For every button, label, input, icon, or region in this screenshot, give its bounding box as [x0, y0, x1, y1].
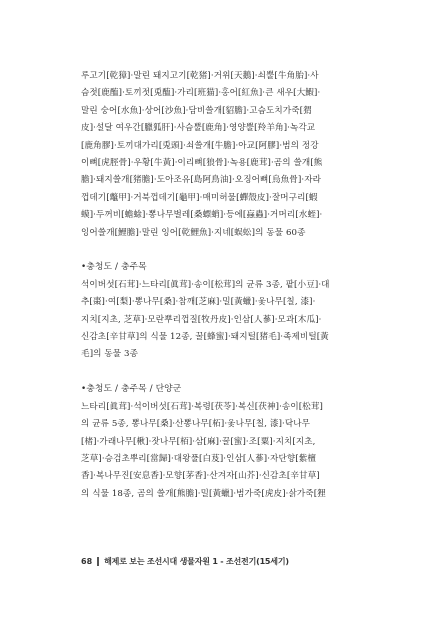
text-line: 膽]·돼지쓸개[猪膽]·도아조유[島阿鳥油]·오징어뼈[烏魚骨]·자라 [81, 175, 322, 186]
section-heading-chungju: •충청도 / 충주목 [81, 262, 147, 273]
section-heading-danyang: •충청도 / 충주목 / 단양군 [81, 384, 182, 395]
text-line: 지치[지초, 芝草]·모란뿌리껍질[牧丹皮]·인삼[人蔘]·모과[木瓜]· [81, 314, 322, 325]
text-line: 껍데기[鼈甲]·거북껍데기[龜甲]·매미허물[蟬殼皮]·잘머구리[蝦 [81, 192, 318, 203]
text-line: 의 식물 18종, 곰의 쓸개[熊膽]·밀[黃蠟]·범가죽[虎皮]·삵가죽[狸 [81, 488, 326, 499]
paragraph-animals-list [81, 68, 381, 242]
text-line: 석이버섯[石茸]·느타리[眞茸]·송이[松茸]의 균류 3종, 팥[小豆]·대 [81, 279, 330, 290]
text-line: 느타리[眞茸]·석이버섯[石茸]·복령[茯苓]·복신[茯神]·송이[松茸] [81, 401, 324, 412]
text-line: 루고기[乾獐]·말린 돼지고기[乾猪]·거위[天鵝]·쇠뿔[牛角胎]·사 [81, 71, 319, 81]
text-line: 毛]의 동물 3종 [81, 349, 138, 360]
paragraph-danyang [81, 399, 381, 503]
text-line: 의 균류 5종, 뽕나무[桑]·산뽕나무[柘]·옻나무[칠, 漆]·닥나무 [81, 419, 311, 430]
text-line: 蟆]·두꺼비[蟾蜍]·뽕나무벌레[桑螵蛸]·등에[蝱蟲]·거머리[水蛭]· [81, 210, 323, 221]
book-title: 해제로 보는 조선시대 생물자원 1 - 조선전기(15세기) [104, 557, 289, 566]
text-line: 슴젓[鹿醢]·토끼젓[兎醢]·가리[班猫]·홍어[紅魚]·큰 새우[大鰕]· [81, 88, 321, 99]
text-line: 추[棗]·여[梨]·뽕나무[桑]·참깨[芝麻]·밀[黃蠟]·옻나무[칠, 漆]· [81, 297, 316, 308]
text-line: 잉어쓸개[鯉膽]·말린 잉어[乾鯉魚]·지네[蜈蚣]의 동물 60종 [81, 227, 306, 238]
text-line: 신감초[辛甘草]의 식물 12종, 꿀[蜂蜜]·돼지털[猪毛]·족제비털[黃 [81, 332, 329, 343]
text-line: [鹿角膠]·토끼대가리[兎頭]·쇠쓸개[牛膽]·아교[阿膠]·범의 정강 [81, 140, 319, 151]
text-line: 이뼈[虎脛骨]·우황[牛黃]·이리뼈[狼骨]·녹용[鹿茸]·곰의 쓸개[熊 [81, 158, 323, 169]
footer-divider [97, 557, 99, 566]
text-line: 香]·복나무진[安息香]·모향[茅香]·산겨자[山芥]·신감초[辛甘草] [81, 471, 320, 482]
text-line: 皮]·설달 여우간[臘狐肝]·사슴뿔[鹿角]·영양뿔[羚羊角]·녹각교 [81, 123, 316, 134]
text-line: [楮]·가래나무[楸]·잣나무[栢]·삼[麻]·꿀[蜜]·조[粟]·지치[지초, [81, 436, 316, 447]
paragraph-chungju [81, 277, 381, 364]
text-line: 芝草]·승검초뿌리[當歸]·대왕풀[白芨]·인삼[人蔘]·자단향[紫檀 [81, 453, 317, 464]
text-line: 말린 숭어[水魚]·상어[沙魚]·담비쓸개[貂膽]·고슴도치가죽[猬 [81, 105, 312, 116]
body-text [81, 68, 381, 503]
page-footer [81, 556, 289, 567]
page-number: 68 [81, 557, 93, 566]
